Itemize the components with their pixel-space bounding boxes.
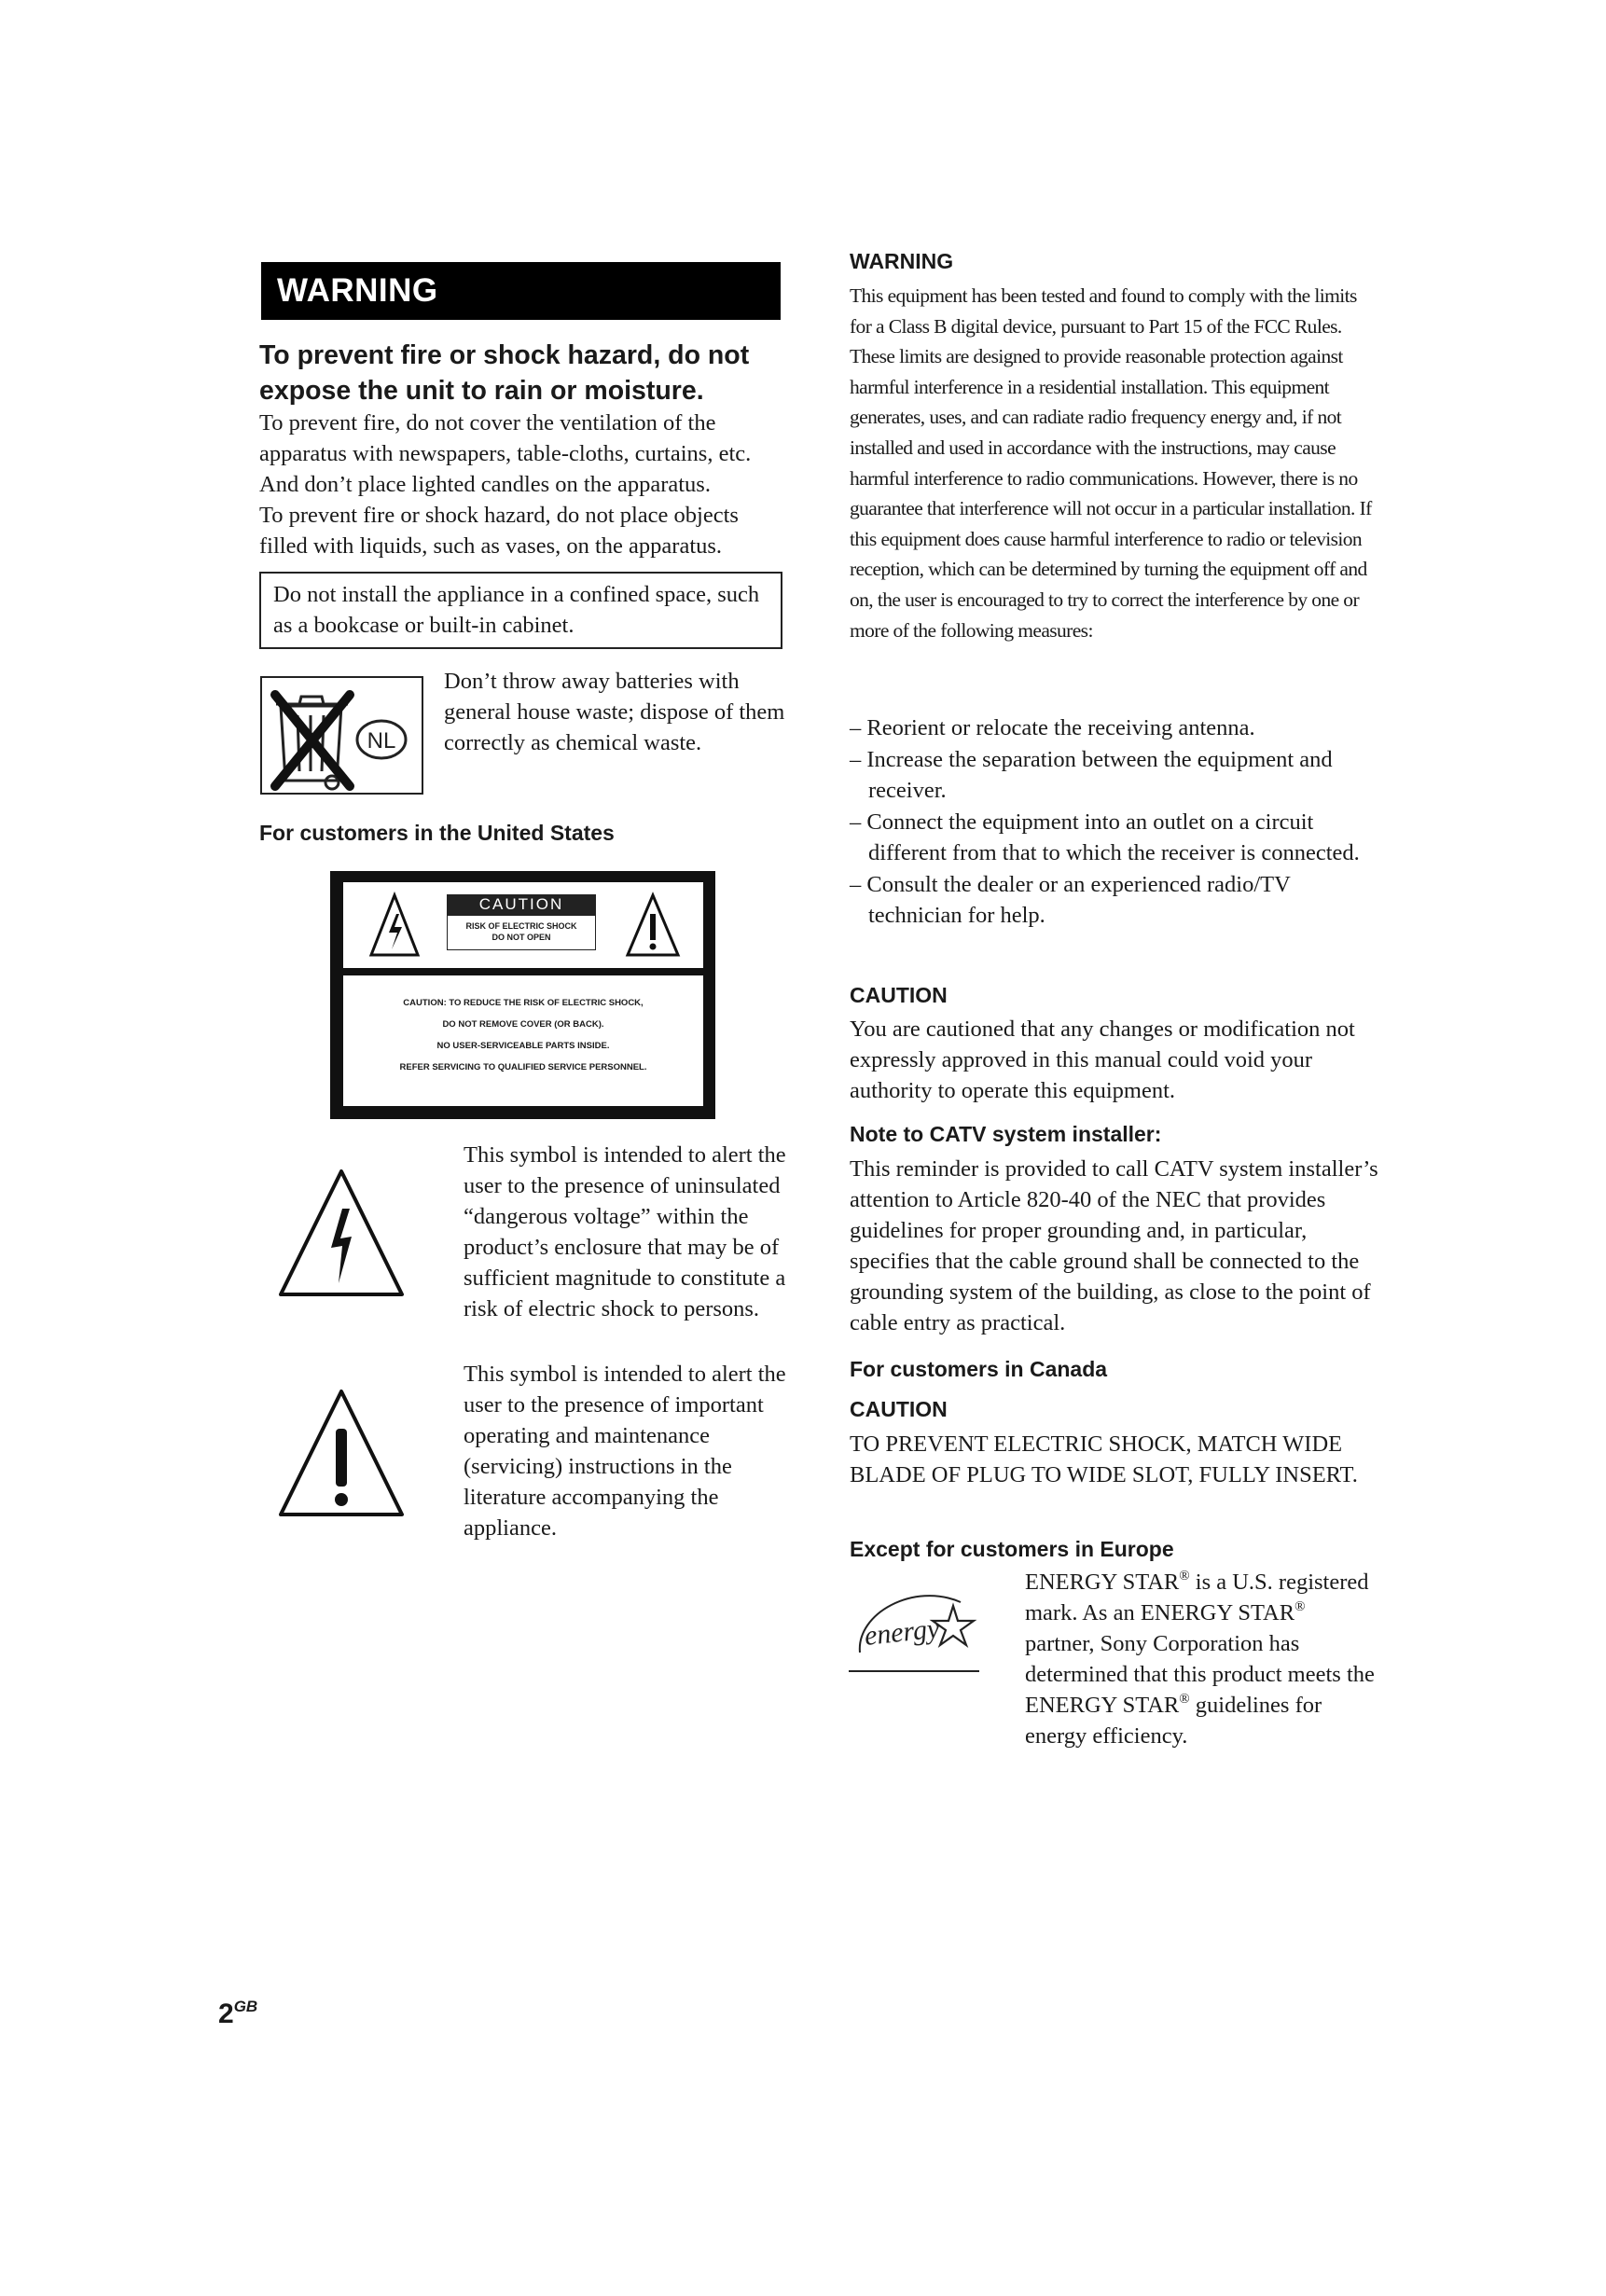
battery-disposal-text: Don’t throw away batteries with general house waste; dispose of them correctly as chemical waste. [444,669,785,755]
caution-line-3: NO USER-SERVICEABLE PARTS INSIDE. [436,1041,610,1051]
fire-paragraphs [259,408,791,561]
modification-caution-heading: CAUTION [850,983,948,1007]
caution-label-text [345,992,701,1078]
instructions-symbol-text: This symbol is intended to alert the user to the presence of important operating and maintenance (servicing) instructions in the literature accompanying the appliance. [464,1362,786,1541]
fire-shock-heading: To prevent fire or shock hazard, do not expose the unit to rain or moisture. [259,340,750,406]
fcc-measures-list [850,712,1379,932]
dangerous-voltage-icon [277,1166,406,1300]
registered-mark: ® [1179,1569,1190,1584]
warning-title-bar: WARNING [261,262,781,320]
confined-space-notice [259,572,782,649]
confined-space-text: Do not install the appliance in a confined space, such as a bookcase or built-in cabinet. [273,582,760,638]
page-number-suffix: GB [233,1998,258,2015]
nl-badge: NL [367,728,396,754]
canada-heading: For customers in Canada [850,1357,1108,1381]
caution-sub-line-2: DO NOT OPEN [491,933,551,942]
exclamation-triangle-icon [628,895,678,955]
modification-caution-text: You are cautioned that any changes or modification not expressly approved in this manual could void your authority to operate this equipment. [850,1017,1355,1103]
caution-sub-line-1: RISK OF ELECTRIC SHOCK [465,921,577,931]
lightning-triangle-icon [371,895,418,955]
list-item: – Increase the separation between the equipment and receiver. [850,747,1333,803]
us-customers-heading: For customers in the United States [259,821,615,845]
energy-star-text-3: partner, Sony Corporation has determined that this product meets the ENERGY STAR [1025,1631,1375,1718]
exclamation-warning-icon [277,1386,406,1520]
caution-line-1: CAUTION: TO REDUCE THE RISK OF ELECTRIC SHOCK, [403,998,644,1008]
fire-paragraph-2: To prevent fire or shock hazard, do not place objects filled with liquids, such as vases, on the apparatus. [259,503,739,559]
catv-heading: Note to CATV system installer: [850,1122,1162,1146]
canada-caution-text: TO PREVENT ELECTRIC SHOCK, MATCH WIDE BLADE OF PLUG TO WIDE SLOT, FULLY INSERT. [850,1432,1358,1487]
caution-label-title: CAUTION [447,894,596,915]
voltage-symbol-text: This symbol is intended to alert the user to the presence of uninsulated “dangerous voltage” within the product’s enclosure that may be of sufficient magnitude to constitute a risk of electric shock to persons. [464,1142,786,1321]
fcc-warning-heading: WARNING [850,249,954,273]
energy-logo-word: energy [863,1612,941,1652]
list-item: – Connect the equipment into an outlet on a circuit different from that to which the receiver is connected. [850,809,1360,865]
caution-line-4: REFER SERVICING TO QUALIFIED SERVICE PERSONNEL. [399,1062,647,1072]
europe-heading: Except for customers in Europe [850,1537,1174,1561]
page-number-digit: 2 [218,1999,234,2029]
energy-star-text-1: ENERGY STAR [1025,1570,1180,1595]
fire-paragraph-1: To prevent fire, do not cover the ventilation of the apparatus with newspapers, table-cloths, curtains, etc. And don’t place lighted candles on the apparatus. [259,410,752,497]
caution-label-subtitle [447,915,596,950]
catv-text: This reminder is provided to call CATV system installer’s attention to Article 820-40 of the NEC that provides guidelines for proper grounding and, in particular, specifies that the cable ground shall be connected to the grounding system of the building, as close to the point of cable entry as practical. [850,1156,1378,1335]
energy-star-text [1025,1567,1379,1751]
energy-star-logo-icon [849,1585,985,1675]
caution-line-2: DO NOT REMOVE COVER (OR BACK). [442,1019,604,1030]
registered-mark: ® [1179,1692,1190,1707]
energy-star-text-4: guidelines for energy efficiency. [1025,1693,1322,1749]
list-item: – Reorient or relocate the receiving antenna. [850,715,1255,740]
page-number [218,1998,257,2030]
energy-star-text-2: is a U.S. registered mark. As an ENERGY STAR [1025,1570,1369,1625]
registered-mark: ® [1294,1599,1306,1614]
fcc-paragraph: This equipment has been tested and found to comply with the limits for a Class B digital device, pursuant to Part 15 of the FCC Rules. These limits are designed to provide reasonable protection against harmful interference in a residential installation. This equipment generates, uses, and can radiate radio frequency energy and, if not installed and used in accordance with the instructions, may cause harmful interference to radio communications. However, there is no guarantee that interference will not occur in a particular installation. If this equipment does cause harmful interference to radio or television reception, which can be determined by turning the equipment off and on, the user is encouraged to try to correct the interference by one or more of the following measures: [850,284,1372,642]
list-item: – Consult the dealer or an experienced radio/TV technician for help. [850,872,1291,928]
canada-caution-heading: CAUTION [850,1397,948,1421]
crossed-bin-icon [260,676,423,795]
